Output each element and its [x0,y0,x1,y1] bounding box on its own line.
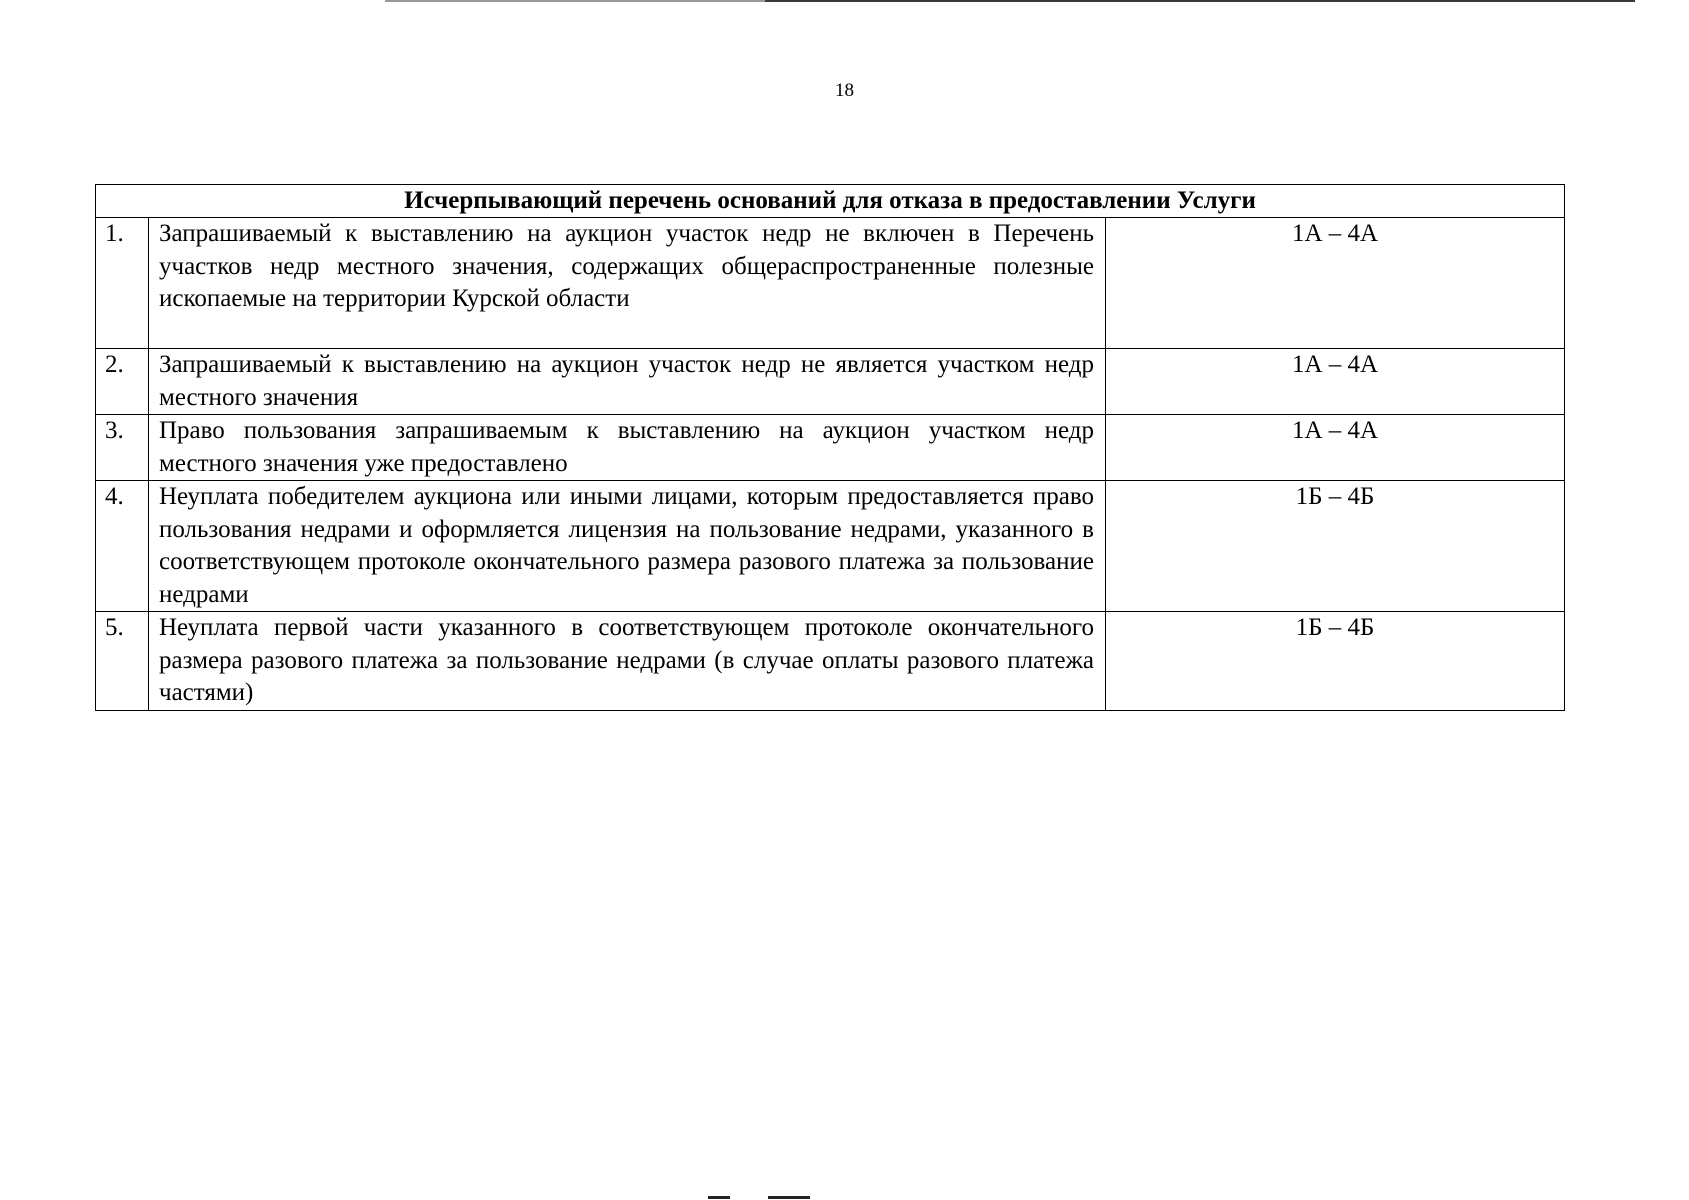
table-title: Исчерпывающий перечень оснований для отказа в предоставлении Услуги [96,185,1565,218]
scan-artifact-mark [708,1196,730,1199]
row-ground-text: Неуплата первой части указанного в соответствующем протоколе окончательного размера разового платежа за пользование недрами (в случае оплаты разового платежа частями) [149,612,1106,711]
row-number: 5. [96,612,149,711]
row-code: 1А – 4А [1106,349,1565,415]
row-code: 1А – 4А [1106,218,1565,349]
row-ground-text: Запрашиваемый к выставлению на аукцион участок недр не является участком недр местного значения [149,349,1106,415]
table-row [96,349,1565,415]
row-number: 2. [96,349,149,415]
row-ground-text: Право пользования запрашиваемым к выставлению на аукцион участком недр местного значения уже предоставлено [149,415,1106,481]
row-ground-text: Запрашиваемый к выставлению на аукцион участок недр не включен в Перечень участков недр местного значения, содержащих общераспространенные полезные ископаемые на территории Курской области [149,218,1106,349]
table-title-row [96,185,1565,218]
scan-artifact-mark [768,1196,810,1199]
row-ground-text: Неуплата победителем аукциона или иными лицами, которым предоставляется право пользования недрами и оформляется лицензия на пользование недрами, указанного в соответствующем протоколе окончательного размера разового платежа за пользование недрами [149,481,1106,612]
page-number: 18 [835,80,854,101]
table-row [96,415,1565,481]
row-number: 3. [96,415,149,481]
row-code: 1А – 4А [1106,415,1565,481]
row-code: 1Б – 4Б [1106,612,1565,711]
row-number: 4. [96,481,149,612]
table-row [96,481,1565,612]
row-code: 1Б – 4Б [1106,481,1565,612]
refusal-grounds-table [95,184,1565,711]
table-row [96,218,1565,349]
row-number: 1. [96,218,149,349]
table-row [96,612,1565,711]
scan-edge-line-faded [385,0,765,2]
